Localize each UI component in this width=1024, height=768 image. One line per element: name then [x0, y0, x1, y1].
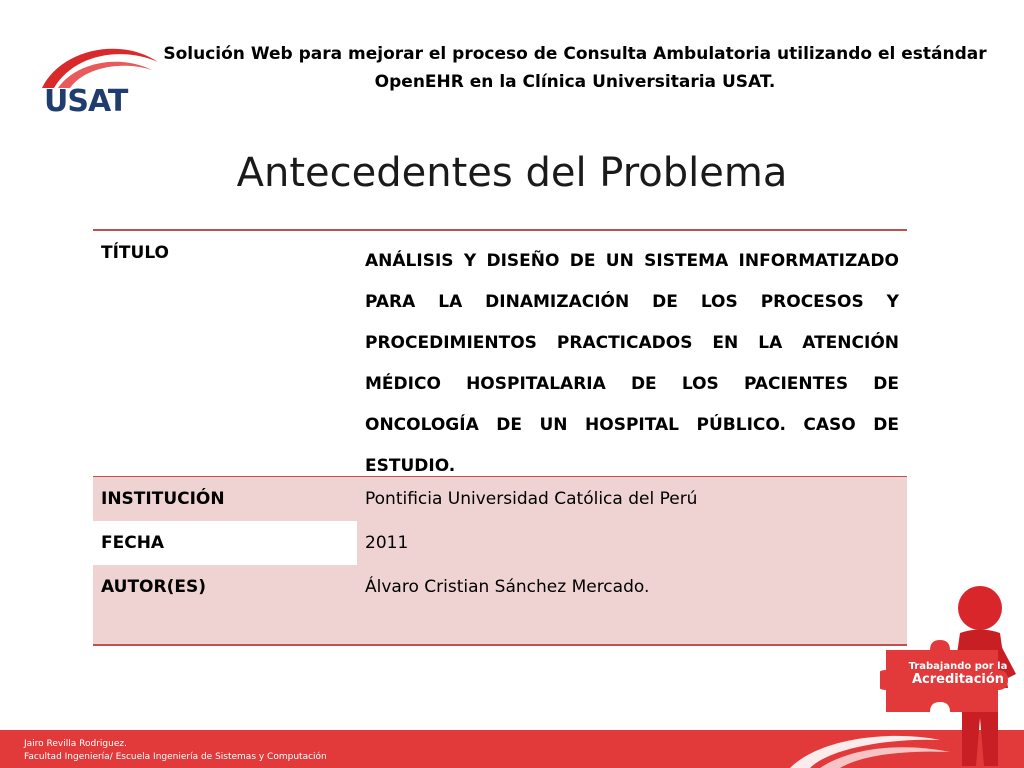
- header-line-1: Solución Web para mejorar el proceso de Consulta Ambulatoria utilizando el estándar: [163, 44, 987, 64]
- logo-swoosh-icon: [40, 40, 162, 90]
- logo-text: USAT: [44, 84, 128, 119]
- accreditation-badge: [908, 661, 1008, 687]
- footer-author: Jairo Revilla Rodriguez.: [24, 739, 127, 749]
- row-label: INSTITUCIÓN: [101, 489, 225, 509]
- row-label: TÍTULO: [101, 243, 169, 263]
- row-label: FECHA: [93, 521, 357, 565]
- badge-line-2: Acreditación: [911, 672, 1005, 687]
- antecedents-table: [93, 229, 907, 646]
- table-row: [93, 521, 907, 565]
- footer-faculty: Facultad Ingeniería/ Escuela Ingeniería de Sistemas y Computación: [24, 752, 327, 762]
- table-row: [93, 477, 907, 521]
- footer-bar: [0, 730, 1024, 768]
- slide-title: Antecedentes del Problema: [236, 150, 788, 196]
- table-row: [93, 231, 907, 477]
- row-value: ANÁLISIS Y DISEÑO DE UN SISTEMA INFORMATIZADO PARA LA DINAMIZACIÓN DE LOS PROCESOS Y PROCEDIMIENTOS PRACTICADOS EN LA ATENCIÓN MÉDICO HOSPITALARIA DE LOS PACIENTES DE ONCOLOGÍA DE UN HOSPITAL PÚBLICO. CASO DE ESTUDIO.: [365, 251, 899, 476]
- row-value: Álvaro Cristian Sánchez Mercado.: [365, 577, 650, 597]
- badge-line-1: Trabajando por la: [908, 661, 1008, 672]
- table-row: [93, 565, 907, 644]
- row-value: Pontificia Universidad Católica del Perú: [365, 489, 698, 509]
- presentation-header: [160, 40, 990, 96]
- usat-logo: [40, 40, 162, 120]
- header-line-2: OpenEHR en la Clínica Universitaria USAT.: [374, 72, 776, 92]
- row-label: AUTOR(ES): [101, 577, 206, 597]
- row-value: 2011: [357, 521, 907, 565]
